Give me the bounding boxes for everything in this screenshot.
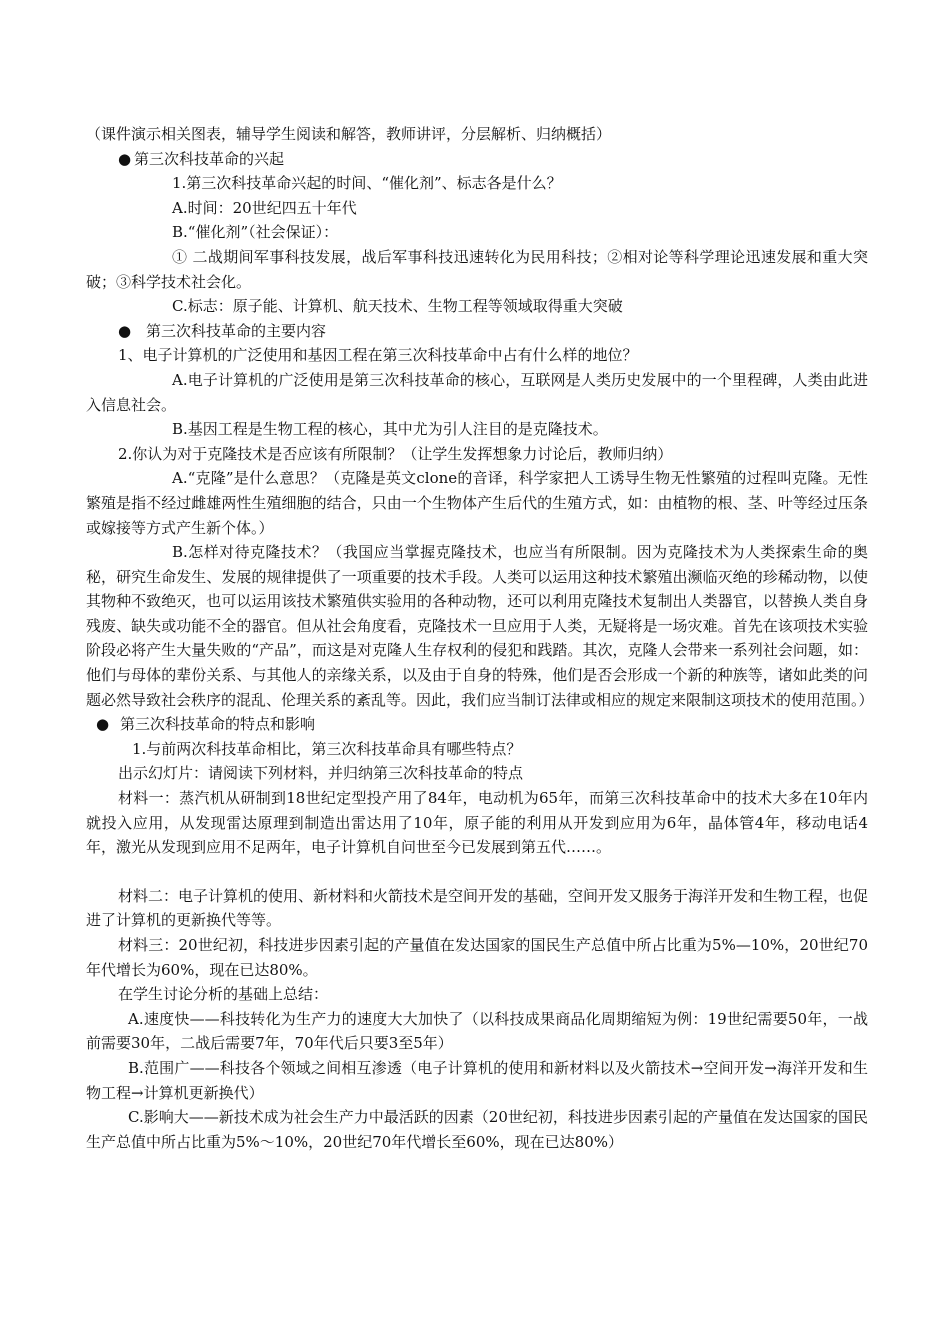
heading-content-text: 第三次科技革命的主要内容: [146, 321, 327, 340]
blank-line: [86, 860, 868, 884]
summary-b: B.范围广——科技各个领域之间相互渗透（电子计算机的使用和新材料以及火箭技术→空间开发→海洋开发和生物工程→计算机更新换代）: [86, 1058, 868, 1102]
slide-instruction: 出示幻灯片：请阅读下列材料，并归纳第三次科技革命的特点: [118, 764, 524, 783]
summary-a: A.速度快——科技转化为生产力的速度大大加快了（以科技成果商品化周期缩短为例：19世纪需要50年，一战前需要30年，二战后需要7年，70年代后只要3至5年）: [86, 1009, 868, 1053]
question-2: 1、电子计算机的广泛使用和基因工程在第三次科技革命中占有什么样的地位？: [118, 346, 638, 365]
answer-1a: A.时间：20世纪四五十年代: [172, 198, 357, 217]
heading-features: [86, 712, 868, 737]
summary-intro: 在学生讨论分析的基础上总结：: [118, 985, 329, 1004]
answer-2b: B.基因工程是生物工程的核心，其中尤为引人注目的是克隆技术。: [172, 420, 608, 439]
answer-1b-text: ① 二战期间军事科技发展，战后军事科技迅速转化为民用科技；②相对论等科学理论迅速发展和重大突破；③科学技术社会化。: [86, 247, 868, 291]
material-1: 材料一：蒸汽机从研制到18世纪定型投产用了84年，电动机为65年，而第三次科技革命中的技术大多在10年内就投入应用，从发现雷达原理到制造出雷达用了10年，原子能的利用从开发到应用为6年，晶体管4年，移动电话4年，激光从发现到应用不足两年，电子计算机自问世至今已发展到第五代……。: [86, 789, 868, 857]
bullet-icon: ●: [96, 715, 110, 734]
bullet-icon: ●: [118, 149, 132, 168]
question-1: 1.第三次科技革命兴起的时间、“催化剂”、标志各是什么？: [172, 174, 562, 193]
answer-1b: B.“催化剂”（社会保证）：: [172, 223, 339, 242]
answer-2a: A.电子计算机的广泛使用是第三次科技革命的核心，互联网是人类历史发展中的一个里程碑，人类由此进入信息社会。: [86, 370, 868, 414]
answer-3a: A.“克隆”是什么意思？（克隆是英文clone的音译，科学家把人工诱导生物无性繁殖的过程叫克隆。无性繁殖是指不经过雌雄两性生殖细胞的结合，只由一个生物体产生后代的生殖方式，如：由植物的根、茎、叶等经过压条或嫁接等方式产生新个体。）: [86, 469, 868, 537]
question-3: 2.你认为对于克隆技术是否应该有所限制？（让学生发挥想象力讨论后，教师归纳）: [118, 444, 673, 463]
heading-rise-text: 第三次科技革命的兴起: [134, 149, 285, 168]
intro-note: （课件演示相关图表，辅导学生阅读和解答，教师讲评，分层解析、归纳概括）: [86, 125, 612, 143]
heading-content: [86, 319, 868, 344]
heading-features-text: 第三次科技革命的特点和影响: [120, 715, 316, 734]
summary-c: C.影响大——新技术成为社会生产力中最活跃的因素（20世纪初，科技进步因素引起的产量值在发达国家的国民生产总值中所占比重为5%～10%，20世纪70年代增长至60%，现在已达80%）: [86, 1108, 868, 1151]
bullet-icon: ●: [118, 321, 132, 340]
answer-1c: C.标志：原子能、计算机、航天技术、生物工程等领域取得重大突破: [172, 297, 623, 316]
answer-3b: B.怎样对待克隆技术？（我国应当掌握克隆技术，也应当有所限制。因为克隆技术为人类探索生命的奥秘，研究生命发生、发展的规律提供了一项重要的技术手段。人类可以运用这种技术繁殖出濒临灭绝的珍稀动物，以使其物种不致绝灭，也可以运用该技术繁殖供实验用的各种动物，还可以利用克隆技术复制出人类器官，以替换人类自身残废、缺失或功能不全的器官。但从社会角度看，克隆技术一旦应用于人类，无疑将是一场灾难。首先在该项技术实验阶段必将产生大量失败的“产品”，而这是对克隆人生存权利的侵犯和践踏。其次，克隆人会带来一系列社会问题，如：他们与母体的辈份关系、与其他人的亲缘关系，以及由于自身的特殊，他们是否会形成一个新的种族等，诸如此类的问题必然导致社会秩序的混乱、伦理关系的紊乱等。因此，我们应当制订法律或相应的规定来限制这项技术的使用范围。）: [86, 543, 874, 709]
heading-rise: [86, 147, 868, 172]
question-4: 1.与前两次科技革命相比，第三次科技革命具有哪些特点？: [132, 739, 522, 758]
material-3: 材料三：20世纪初，科技进步因素引起的产量值在发达国家的国民生产总值中所占比重为5%—10%，20世纪70年代增长为60%，现在已达80%。: [86, 936, 868, 979]
material-2: 材料二：电子计算机的使用、新材料和火箭技术是空间开发的基础，空间开发又服务于海洋开发和生物工程，也促进了计算机的更新换代等等。: [86, 886, 869, 930]
